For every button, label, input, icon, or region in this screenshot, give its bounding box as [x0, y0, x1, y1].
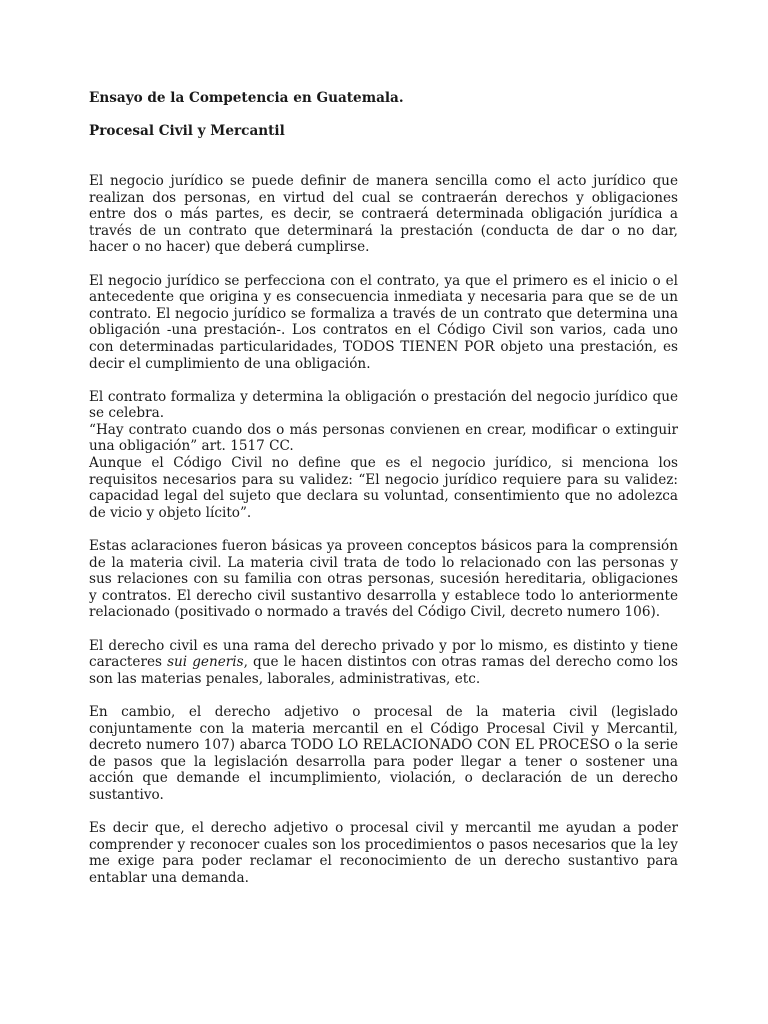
paragraph-5-text-before: El derecho civil es una rama del derecho privado y por lo mismo, es distinto y tiene caracteres — [89, 637, 678, 671]
paragraph-3-quote: “Hay contrato cuando dos o más personas convienen en crear, modificar o extinguir una obligación” art. 1517 CC. — [89, 421, 678, 455]
paragraph-5-text-after: , que le hacen distintos con otras ramas del derecho como los son las materias penales, laborales, administrativas, etc. — [89, 654, 678, 687]
document-subtitle: Procesal Civil y Mercantil — [89, 123, 285, 140]
paragraph-3-line-c: Aunque el Código Civil no define que es el negocio jurídico, si menciona los requisitos necesarios para su validez: “El negocio jurídico requiere para su validez: capacidad legal del sujeto que declara su voluntad, consentimiento que no adolezca de vicio y objeto lícito”. — [89, 455, 678, 521]
paragraph-3 — [89, 389, 678, 522]
document-body — [89, 90, 678, 903]
paragraph-5-italic: sui generis — [167, 654, 244, 671]
paragraph-1: El negocio jurídico se puede definir de manera sencilla como el acto jurídico que realizan dos personas, en virtud del cual se contraerán derechos y obligaciones entre dos o más partes, es decir, se contraerá determinada obligación jurídica a través de un contrato que determinará la prestación (conducta de dar o no dar, hacer o no hacer) que deberá cumplirse. — [89, 172, 678, 256]
paragraph-7: Es decir que, el derecho adjetivo o procesal civil y mercantil me ayudan a poder comprender y reconocer cuales son los procedimientos o pasos necesarios que la ley me exige para poder reclamar el reconocimiento de un derecho sustantivo para entablar una demanda. — [89, 820, 678, 886]
paragraph-5 — [89, 638, 678, 688]
paragraph-3-line-a: El contrato formaliza y determina la obligación o prestación del negocio jurídico que se celebra. — [89, 388, 678, 422]
paragraph-4: Estas aclaraciones fueron básicas ya proveen conceptos básicos para la comprensión de la materia civil. La materia civil trata de todo lo relacionado con las personas y sus relaciones con su familia con otras personas, sucesión hereditaria, obligaciones y contratos. El derecho civil sustantivo desarrolla y establece todo lo anteriormente relacionado (positivado o normado a través del Código Civil, decreto numero 106). — [89, 538, 678, 621]
paragraph-6: En cambio, el derecho adjetivo o procesal de la materia civil (legislado conjuntamente con la materia mercantil en el Código Procesal Civil y Mercantil, decreto numero 107) abarca TODO LO RELACIONADO CON EL PROCESO o la serie de pasos que la legislación desarrolla para poder llegar a tener o sostener una acción que demande el incumplimiento, violación, o declaración de un derecho sustantivo. — [89, 703, 678, 803]
paragraph-2: El negocio jurídico se perfecciona con el contrato, ya que el primero es el inicio o el antecedente que origina y es consecuencia inmediata y necesaria para que se de un contrato. El negocio jurídico se formaliza a través de un contrato que determina una obligación -una prestación-. Los contratos en el Código Civil son varios, cada uno con determinadas particularidades, TODOS TIENEN POR objeto una prestación, es decir el cumplimiento de una obligación. — [89, 272, 678, 372]
document-title: Ensayo de la Competencia en Guatemala. — [89, 90, 404, 106]
